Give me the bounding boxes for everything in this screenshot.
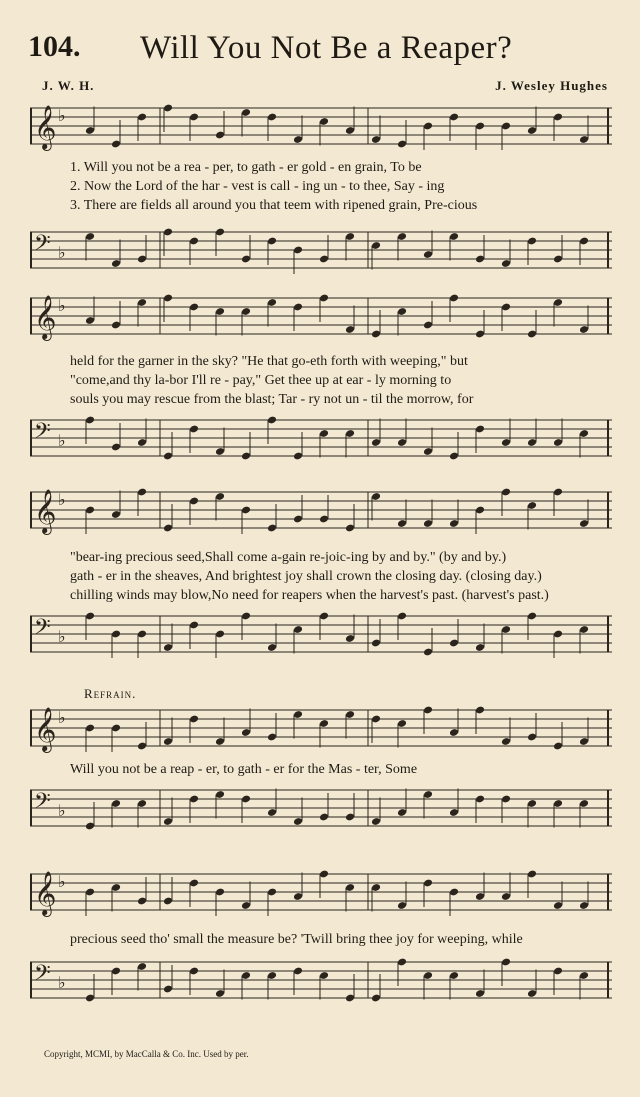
bass-clef-icon: 𝄢 xyxy=(34,231,51,261)
treble-clef-icon: 𝄞 xyxy=(34,871,57,915)
words-credit: J. W. H. xyxy=(42,78,95,93)
key-flat-icon: ♭ xyxy=(58,296,66,315)
lyric-line: gath - er in the sheaves, And brightest joy shall crown the closing day. (closing day.) xyxy=(70,569,542,584)
lyrics-verse-lines xyxy=(70,548,640,605)
lyric-line: 3. There are fields all around you that teem with ripened grain, Pre-cious xyxy=(70,198,478,213)
lyric-line: chilling winds may blow,No need for reapers when the harvest's past. (harvest's past.) xyxy=(70,588,549,603)
bass-staff xyxy=(30,958,612,1006)
bass-clef-icon: 𝄢 xyxy=(34,615,51,645)
bass-clef-icon: 𝄢 xyxy=(34,789,51,819)
bass-staff xyxy=(30,786,612,834)
bass-staff xyxy=(30,612,612,660)
refrain-label: Refrain. xyxy=(84,686,137,701)
lyric-line: "bear-ing precious seed,Shall come a-gain re-joic-ing by and by." (by and by.) xyxy=(70,550,507,565)
lyrics-refrain-line xyxy=(70,760,640,779)
lyric-line: Will you not be a reap - er, to gath - er for the Mas - ter, Some xyxy=(70,762,418,777)
hymn-number: 104. xyxy=(28,30,81,63)
lyrics-verse-lines xyxy=(70,158,640,215)
lyrics-refrain-line xyxy=(70,930,640,949)
treble-staff xyxy=(30,488,612,536)
copyright-notice: Copyright, MCMI, by MacCalla & Co. Inc. Used by per. xyxy=(44,1049,249,1059)
treble-staff xyxy=(30,104,612,152)
treble-staff xyxy=(30,870,612,918)
key-flat-icon: ♭ xyxy=(58,106,66,125)
bass-staff xyxy=(30,228,612,276)
treble-staff xyxy=(30,706,612,754)
key-flat-icon: ♭ xyxy=(58,801,66,820)
lyric-line: 1. Will you not be a rea - per, to gath - er gold - en grain, To be xyxy=(70,160,422,175)
music-credit: J. Wesley Hughes xyxy=(495,78,608,93)
lyric-line: precious seed tho' small the measure be? 'Twill bring thee joy for weeping, while xyxy=(70,932,523,947)
bass-clef-icon: 𝄢 xyxy=(34,419,51,449)
treble-staff xyxy=(30,294,612,342)
key-flat-icon: ♭ xyxy=(58,243,66,262)
key-flat-icon: ♭ xyxy=(58,708,66,727)
treble-clef-icon: 𝄞 xyxy=(34,707,57,751)
treble-clef-icon: 𝄞 xyxy=(34,295,57,339)
lyrics-verse-lines xyxy=(70,352,640,409)
lyric-line: souls you may rescue from the blast; Tar - ry not un - til the morrow, for xyxy=(70,392,474,407)
key-flat-icon: ♭ xyxy=(58,973,66,992)
lyric-line: held for the garner in the sky? "He that go-eth forth with weeping," but xyxy=(70,354,468,369)
treble-clef-icon: 𝄞 xyxy=(34,489,57,533)
lyric-line: "come,and thy la-bor I'll re - pay," Get thee up at ear - ly morning to xyxy=(70,373,452,388)
key-flat-icon: ♭ xyxy=(58,490,66,509)
treble-clef-icon: 𝄞 xyxy=(34,105,57,149)
bass-staff xyxy=(30,416,612,464)
key-flat-icon: ♭ xyxy=(58,431,66,450)
bass-clef-icon: 𝄢 xyxy=(34,961,51,991)
key-flat-icon: ♭ xyxy=(58,627,66,646)
key-flat-icon: ♭ xyxy=(58,872,66,891)
hymn-title: Will You Not Be a Reaper? xyxy=(140,30,513,66)
lyric-line: 2. Now the Lord of the har - vest is call - ing un - to thee, Say - ing xyxy=(70,179,445,194)
